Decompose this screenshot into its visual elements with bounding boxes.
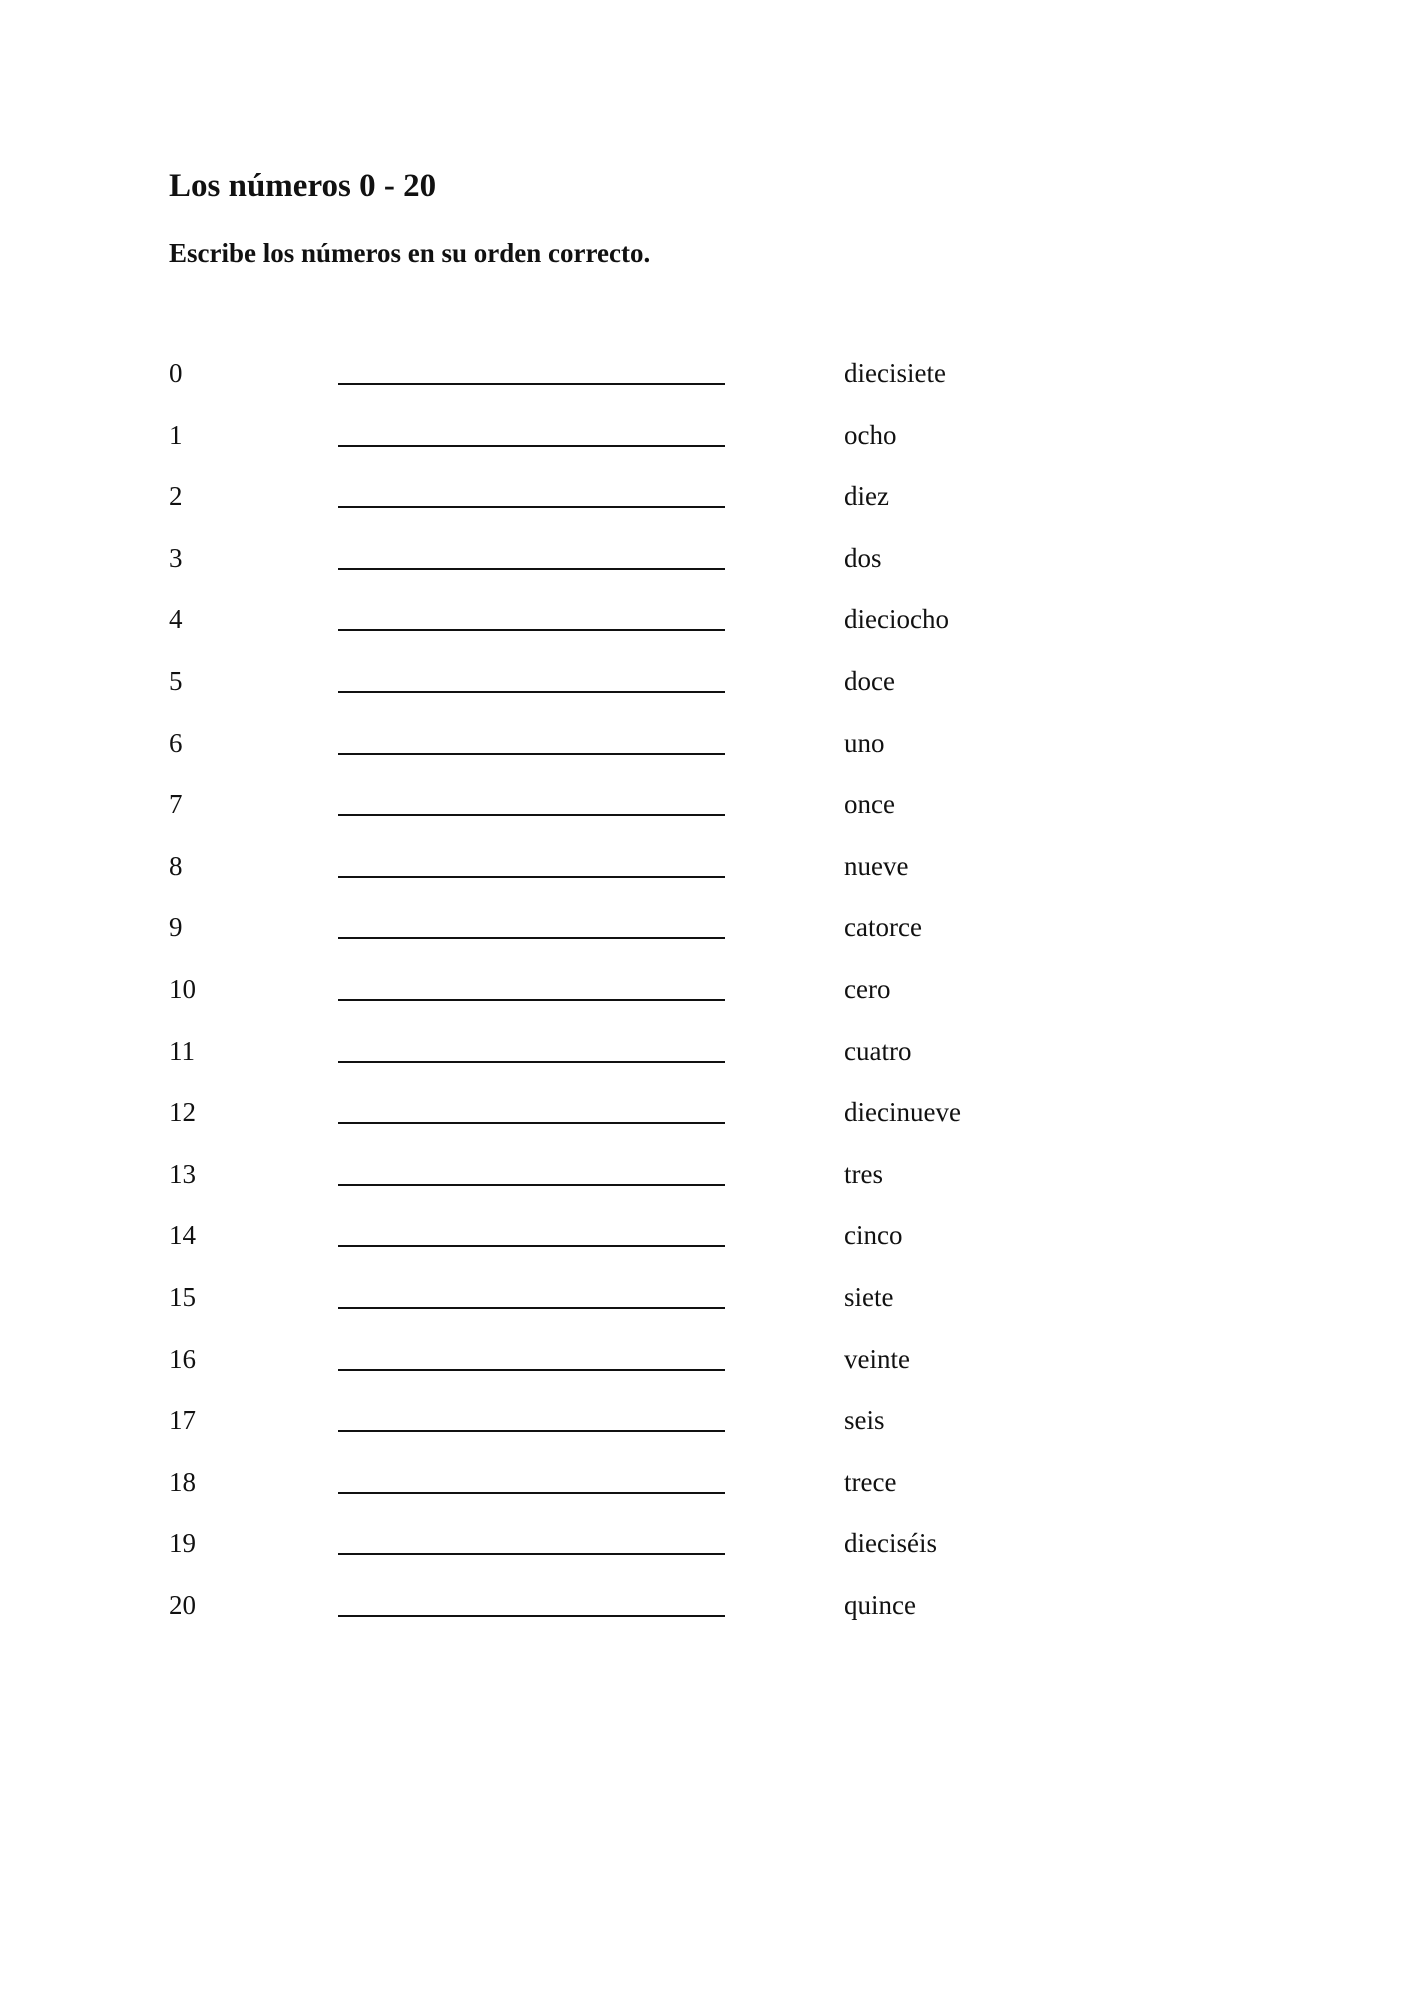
list-item — [169, 1523, 1069, 1585]
number-word: uno — [844, 727, 885, 758]
list-item — [169, 1215, 1069, 1277]
number-word: dieciocho — [844, 604, 949, 635]
number-word: cinco — [844, 1220, 903, 1251]
answer-line[interactable] — [338, 691, 725, 693]
list-item — [169, 599, 1069, 661]
number-label: 3 — [169, 542, 183, 573]
answer-line[interactable] — [338, 1245, 725, 1247]
answer-line[interactable] — [338, 937, 725, 939]
number-label: 9 — [169, 912, 183, 943]
number-word: catorce — [844, 912, 922, 943]
list-item — [169, 1462, 1069, 1524]
number-list — [169, 353, 1069, 1646]
list-item — [169, 661, 1069, 723]
number-word: diecisiete — [844, 358, 946, 388]
number-label: 14 — [169, 1220, 196, 1251]
answer-line[interactable] — [338, 753, 725, 755]
instruction-text: Escribe los números en su orden correcto. — [169, 238, 651, 268]
number-label: 17 — [169, 1405, 196, 1436]
number-label: 12 — [169, 1097, 196, 1128]
number-label: 11 — [169, 1035, 195, 1066]
number-label: 6 — [169, 727, 183, 758]
number-word: quince — [844, 1589, 916, 1620]
number-label: 1 — [169, 419, 183, 450]
answer-line[interactable] — [338, 629, 725, 631]
list-item — [169, 1400, 1069, 1462]
answer-line[interactable] — [338, 1369, 725, 1371]
answer-line[interactable] — [338, 568, 725, 570]
list-item — [169, 415, 1069, 477]
answer-line[interactable] — [338, 1184, 725, 1186]
list-item — [169, 1092, 1069, 1154]
number-label: 5 — [169, 665, 183, 696]
list-item — [169, 1277, 1069, 1339]
number-word: veinte — [844, 1343, 910, 1374]
list-item — [169, 907, 1069, 969]
list-item — [169, 538, 1069, 600]
answer-line[interactable] — [338, 1492, 725, 1494]
number-label: 13 — [169, 1158, 196, 1189]
number-word: once — [844, 789, 895, 820]
number-word: cero — [844, 973, 891, 1004]
number-label: 16 — [169, 1343, 196, 1374]
answer-line[interactable] — [338, 383, 725, 385]
list-item — [169, 1031, 1069, 1093]
number-word: nueve — [844, 850, 909, 881]
list-item — [169, 1154, 1069, 1216]
number-word: ocho — [844, 419, 897, 450]
list-item — [169, 476, 1069, 538]
number-label: 15 — [169, 1281, 196, 1312]
answer-line[interactable] — [338, 506, 725, 508]
answer-line[interactable] — [338, 1307, 725, 1309]
list-item — [169, 1585, 1069, 1647]
number-label: 4 — [169, 604, 183, 635]
number-word: dieciséis — [844, 1528, 937, 1559]
list-item — [169, 969, 1069, 1031]
number-label: 10 — [169, 973, 196, 1004]
list-item — [169, 846, 1069, 908]
number-label: 20 — [169, 1589, 196, 1620]
number-word: cuatro — [844, 1035, 912, 1066]
answer-line[interactable] — [338, 1061, 725, 1063]
number-label: 2 — [169, 481, 183, 512]
answer-line[interactable] — [338, 1122, 725, 1124]
number-label: 19 — [169, 1528, 196, 1559]
list-item — [169, 353, 1069, 415]
answer-line[interactable] — [338, 876, 725, 878]
list-item — [169, 784, 1069, 846]
number-word: diecinueve — [844, 1097, 961, 1128]
list-item — [169, 1339, 1069, 1401]
number-label: 0 — [169, 358, 183, 388]
number-word: tres — [844, 1158, 883, 1189]
answer-line[interactable] — [338, 999, 725, 1001]
answer-line[interactable] — [338, 814, 725, 816]
answer-line[interactable] — [338, 1553, 725, 1555]
number-label: 18 — [169, 1466, 196, 1497]
number-word: diez — [844, 481, 889, 512]
number-word: seis — [844, 1405, 885, 1436]
page-title: Los números 0 - 20 — [169, 168, 437, 204]
number-word: dos — [844, 542, 882, 573]
answer-line[interactable] — [338, 445, 725, 447]
answer-line[interactable] — [338, 1430, 725, 1432]
number-label: 7 — [169, 789, 183, 820]
number-word: siete — [844, 1281, 894, 1312]
list-item — [169, 723, 1069, 785]
answer-line[interactable] — [338, 1615, 725, 1617]
number-word: trece — [844, 1466, 897, 1497]
number-label: 8 — [169, 850, 183, 881]
number-word: doce — [844, 665, 895, 696]
